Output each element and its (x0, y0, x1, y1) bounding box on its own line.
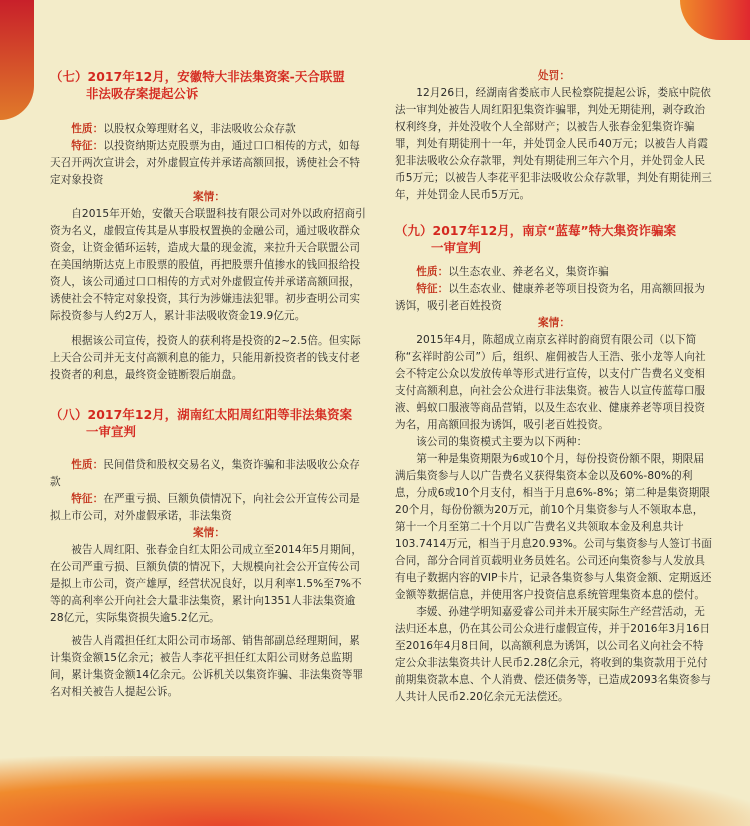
section-8-case-paragraph-1: 被告人周红阳、张春金自红太阳公司成立至2014年5月期间，在公司严重亏损、巨额负债的情况下，大规模向社会公开宣传公司是拟上市公司，资产雄厚，经营状况良好，以月利率1.5%至7%不等的高利率公开向社会大量非法集资，累计向1351人非法集资逾28亿元，实际集资损失逾5.2亿元。 (50, 544, 363, 624)
section-9-case-paragraph-1: 2015年4月，陈超成立南京玄祥时韵商贸有限公司（以下简称“玄祥时韵公司”）后，组织、雇佣被告人王浩、张小龙等人向社会不特定公众以发放传单等形式进行宣传，以支付广告费名义变相支付高额利息，向社会公众进行非法集资。被告人以宣传蓝莓口服液、蚂蚁口服液等商品营销，以及生态农业、健康养老等项目投资为名，用高额回报为诱饵，吸引老百姓投资。 (395, 334, 706, 431)
section-7-case-paragraph-1: 自2015年开始，安徽天合联盟科技有限公司对外以政府招商引资为名义，虚假宣传其是从事股权置换的金融公司，通过吸收群众资金，让资金循环运转，造成大量的现金流，来拉升天合联盟公司在美国纳斯达克上市股票的股值，再把股票升值掺水的钱回报给投资人，该公司通过口口相传的方式对外虚假宣传并承诺高额回报，诱使社会不特定对象投资，其行为涉嫌违法犯罪。初步查明公司实际投资参与人约2万人，累计非法吸收资金19.9亿元。 (50, 208, 366, 322)
section-9-case-label: 案情： (537, 317, 571, 329)
nature-label: 性质： (71, 459, 104, 471)
section-8-penalty-label: 处罚： (537, 70, 571, 82)
section-8-case-paragraph-2: 被告人肖霞担任红太阳公司市场部、销售部副总经理期间，累计集资金额15亿余元；被告人李花平担任红太阳公司财务总监期间，累计集资金额14亿余元。公诉机关以集资诈骗、非法集资等罪名对相关被告人提起公诉。 (50, 635, 364, 698)
section-8-nature: 性质：民间借贷和股权交易名义，集资诈骗和非法吸收公众存款 (50, 459, 360, 488)
nature-label: 性质： (416, 266, 449, 278)
section-8-case-label: 案情： (192, 527, 226, 539)
section-9-case-paragraph-3: 第一种是集资期限为6或10个月，每份投资份额不限，期限届满后集资参与人以广告费名义获得集资本金以及60%-80%的利息，分成6或10个月支付，相当于月息6%-8%；第二种是集资期限20个月，每份份额为20万元，前10个月集资参与人不领取本息，第十一个月至第二十个月以广告费名义共领取本金及利息共计103.7414万元，相当于月息20.93%。公司与集资参与人签订书面合同，部分合同首页载明业务员姓名。公司还向集资参与人发放具有电子数据内容的VIP卡片，记录各集资参与人集资金额、定期返还金额等数据信息，并使用客户投资信息系统管理集资本息的偿付。 (395, 453, 712, 601)
section-9-case-paragraph-4: 李媛、孙建学明知嘉爱睿公司并未开展实际生产经营活动，无法归还本息，仍在其公司公众进行虚假宣传，并于2016年3月16日至2016年4月8日间，以高额利息为诱饵，以公司名义向社会不特定公众非法集资共计人民币2.28亿余元，将收到的集资款用于兑付前期集资款本息、个人消费、偿还债务等，已造成2093名集资参与人共计人民币2.20亿余元无法偿还。 (395, 606, 712, 703)
section-8-penalty-paragraph: 12月26日，经湖南省娄底市人民检察院提起公诉，娄底中院依法一审判处被告人周红阳犯集资诈骗罪，判处无期徒刑，剥夺政治权利终身，并处没收个人全部财产；以被告人张春金犯集资诈骗罪，判处有期徒刑十一年，并处罚金人民币40万元；以被告人肖霞犯非法吸收公众存款罪，判处有期徒刑三年六个月，并处罚金人民币5万元；以被告人李花平犯非法吸收公众存款罪，判处有期徒刑三年，并处罚金人民币5万元。 (395, 87, 712, 201)
corner-decoration-left (0, 0, 34, 120)
section-7-feature: 特征：以投资纳斯达克股票为由，通过口口相传的方式，如每天召开两次宣讲会，对外虚假宣传并承诺高额回报，诱使社会不特定对象投资 (50, 140, 361, 186)
section-7-case-paragraph-2: 根据该公司宣传，投资人的获利将是投资的2~2.5倍。但实际上天合公司并无支付高额利息的能力，只能用新投资者的钱支付老投资者的利息，最终资金链断裂后崩盘。 (50, 335, 361, 381)
left-column (50, 0, 368, 701)
right-column (395, 0, 713, 706)
section-8-feature: 特征：在严重亏损、巨额负债情况下，向社会公开宣传公司是拟上市公司，对外虚假承诺，非法集资 (50, 493, 360, 522)
section-7-nature: 性质：以股权众筹理财名义，非法吸收公众存款 (71, 123, 296, 135)
nature-label: 性质： (71, 123, 104, 135)
section-9-nature: 性质：以生态农业、养老名义，集资诈骗 (416, 266, 609, 278)
section-7-title: （七）2017年12月，安徽特大非法集资案-天合联盟 非法吸存案提起公诉 (50, 69, 345, 101)
section-7-case-label: 案情： (192, 191, 226, 203)
section-8-title: （八）2017年12月，湖南红太阳周红阳等非法集资案 一审宣判 (50, 407, 353, 439)
feature-label: 特征： (416, 283, 449, 295)
bottom-gradient-band (0, 756, 750, 826)
feature-label: 特征： (71, 493, 104, 505)
section-9-feature: 特征：以生态农业、健康养老等项目投资为名，用高额回报为诱饵，吸引老百姓投资 (395, 283, 705, 312)
section-9-case-paragraph-2: 该公司的集资模式主要为以下两种： (416, 436, 588, 448)
section-9-title: （九）2017年12月，南京“蓝莓”特大集资诈骗案 一审宣判 (395, 223, 677, 255)
feature-label: 特征： (71, 140, 104, 152)
